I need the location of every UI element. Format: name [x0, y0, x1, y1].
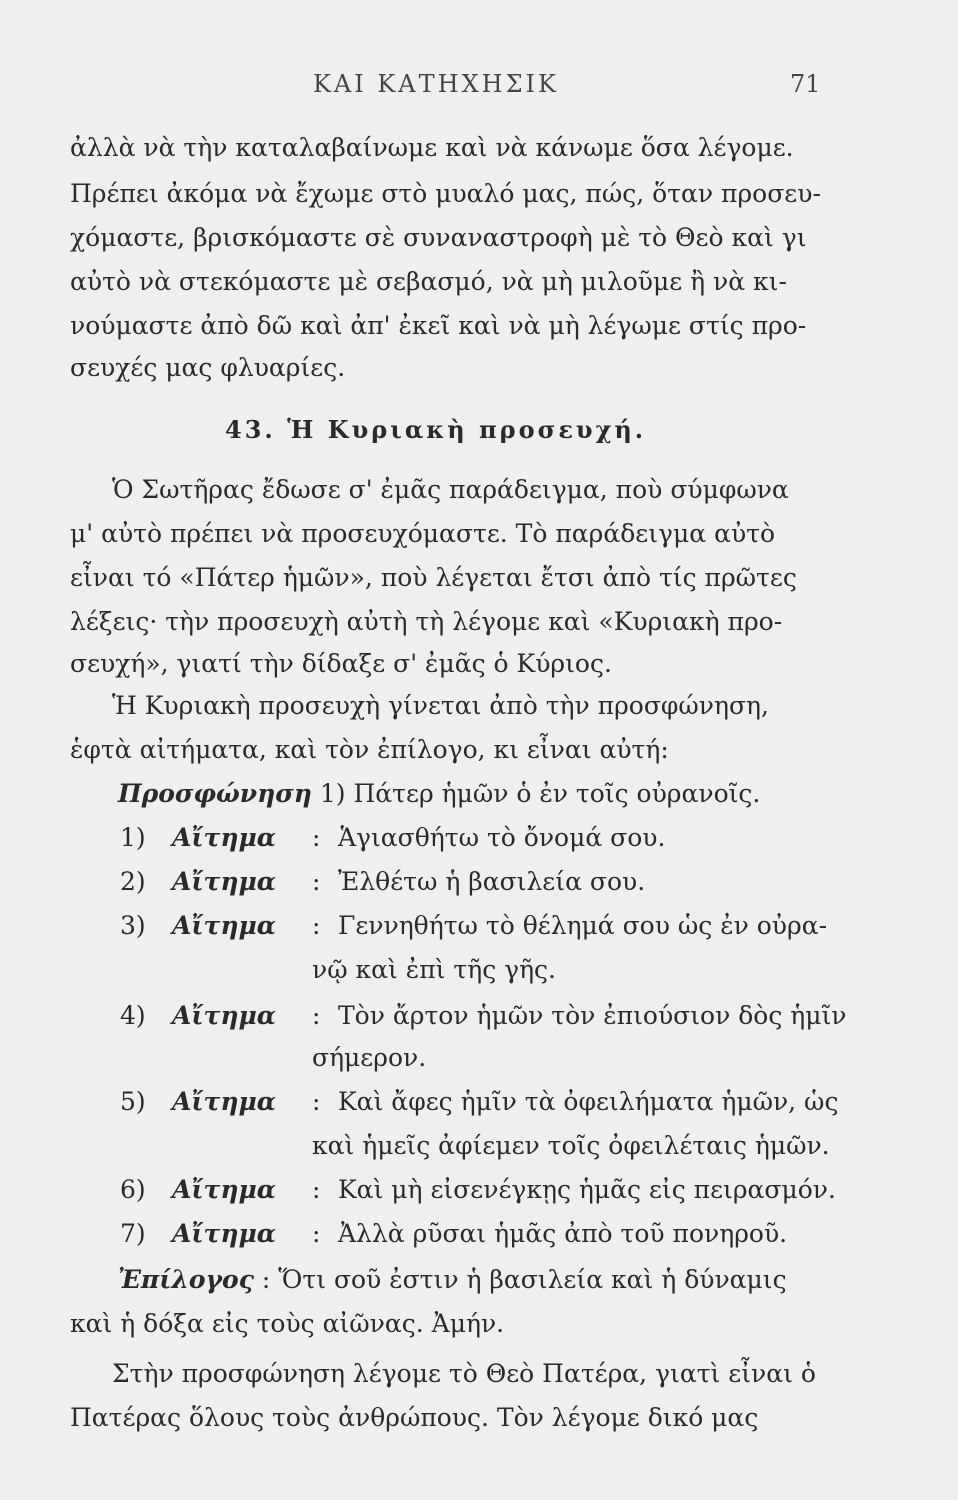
epilogue-continuation: καὶ ἡ δόξα εἰς τοὺς αἰῶνας. Ἀμήν. — [70, 1309, 505, 1338]
body-line: μ' αὐτὸ πρέπει νὰ προσευχόμαστε. Τὸ παράδειγμα αὐτὸ — [70, 519, 776, 548]
petition-continuation: καὶ ἡμεῖς ἀφίεμεν τοῖς ὀφειλέταις ἡμῶν. — [312, 1131, 830, 1160]
petition-number: 3) — [120, 911, 146, 940]
intro-line: χόμαστε, βρισκόμαστε σὲ συναναστροφὴ μὲ τὸ Θεὸ καὶ γι — [70, 223, 807, 252]
petition-label: Αἴτημα — [172, 1219, 277, 1248]
address-text: 1) Πάτερ ἡμῶν ὁ ἐν τοῖς οὐρανοῖς. — [319, 779, 761, 808]
petition-row: 4) Αἴτημα : Τὸν ἄρτον ἡμῶν τὸν ἐπιούσιον δὸς ἡμῖν — [120, 994, 840, 1038]
petition-text: Γεννηθήτω τὸ θέλημά σου ὡς ἐν οὐρα- — [338, 911, 828, 940]
petition-text: Ἐλθέτω ἡ βασιλεία σου. — [338, 867, 646, 896]
petition-text: Καὶ ἄφες ἡμῖν τὰ ὀφειλήματα ἡμῶν, ὡς — [338, 1087, 839, 1116]
page-number: 71 — [790, 70, 821, 98]
petition-label: Αἴτημα — [172, 1087, 277, 1116]
intro-line: Πρέπει ἀκόμα νὰ ἔχωμε στὸ μυαλό μας, πώς, ὅταν προσευ- — [70, 179, 821, 208]
petition-continuation: νῷ καὶ ἐπὶ τῆς γῆς. — [312, 955, 557, 984]
epilogue-text: Ὅτι σοῦ ἐστιν ἡ βασιλεία καὶ ἡ δύναμις — [278, 1265, 787, 1294]
address-line — [118, 772, 878, 816]
petition-number: 1) — [120, 823, 146, 852]
body-line: ἑφτὰ αἰτήματα, καὶ τὸν ἐπίλογο, κι εἶναι αὐτή: — [70, 735, 669, 764]
petition-number: 2) — [120, 867, 146, 896]
petition-number: 5) — [120, 1087, 146, 1116]
petition-number: 6) — [120, 1175, 146, 1204]
petition-row: 5) Αἴτημα : Καὶ ἄφες ἡμῖν τὰ ὀφειλήματα ἡμῶν, ὡς — [120, 1080, 840, 1124]
body-line: Ὁ Σωτῆρας ἔδωσε σ' ἐμᾶς παράδειγμα, ποὺ σύμφωνα — [112, 475, 789, 504]
petition-text: Ἁγιασθήτω τὸ ὄνομά σου. — [338, 823, 666, 852]
epilogue-line: Ἐπίλογος : Ὅτι σοῦ ἐστιν ἡ βασιλεία καὶ ἡ δύναμις — [118, 1265, 787, 1294]
intro-line: σευχές μας φλυαρίες. — [70, 353, 346, 382]
petition-row: 2) Αἴτημα : Ἐλθέτω ἡ βασιλεία σου. — [120, 860, 840, 904]
petition-row: 1) Αἴτημα : Ἁγιασθήτω τὸ ὄνομά σου. — [120, 816, 840, 860]
petition-label: Αἴτημα — [172, 1175, 277, 1204]
petition-label: Αἴτημα — [172, 867, 277, 896]
section-title: Ἡ Κυριακὴ προσευχή. — [287, 415, 647, 444]
closing-line: Στὴν προσφώνηση λέγομε τὸ Θεὸ Πατέρα, γιατὶ εἶναι ὁ — [112, 1359, 816, 1388]
body-line: σευχή», γιατί τὴν δίδαξε σ' ἐμᾶς ὁ Κύριος. — [70, 649, 612, 678]
body-line: Ἡ Κυριακὴ προσευχὴ γίνεται ἀπὸ τὴν προσφώνηση, — [112, 691, 769, 720]
address-label: Προσφώνηση — [118, 779, 312, 808]
intro-line: νούμαστε ἀπὸ δῶ καὶ ἀπ' ἐκεῖ καὶ νὰ μὴ λέγωμε στίς προ- — [70, 311, 807, 340]
petition-number: 4) — [120, 1001, 146, 1030]
intro-line: αὐτὸ νὰ στεκόμαστε μὲ σεβασμό, νὰ μὴ μιλοῦμε ἢ νὰ κι- — [70, 267, 787, 296]
petition-text: Καὶ μὴ εἰσενέγκῃς ἡμᾶς εἰς πειρασμόν. — [338, 1175, 836, 1204]
petition-label: Αἴτημα — [172, 1001, 277, 1030]
section-heading — [225, 408, 958, 452]
petition-label: Αἴτημα — [172, 911, 277, 940]
epilogue-label: Ἐπίλογος — [118, 1265, 254, 1294]
petition-row: 6) Αἴτημα : Καὶ μὴ εἰσενέγκῃς ἡμᾶς εἰς πειρασμόν. — [120, 1168, 840, 1212]
petition-continuation: σήμερον. — [312, 1043, 427, 1072]
petition-row: 7) Αἴτημα : Ἀλλὰ ρῦσαι ἡμᾶς ἀπὸ τοῦ πονηροῦ. — [120, 1212, 840, 1256]
body-line: εἶναι τό «Πάτερ ἡμῶν», ποὺ λέγεται ἔτσι ἀπὸ τίς πρῶτες — [70, 563, 797, 592]
section-number: 43. — [225, 415, 276, 444]
petition-text: Τὸν ἄρτον ἡμῶν τὸν ἐπιούσιον δὸς ἡμῖν — [338, 1001, 847, 1030]
intro-line: ἀλλὰ νὰ τὴν καταλαβαίνωμε καὶ νὰ κάνωμε ὅσα λέγομε. — [70, 133, 794, 162]
body-line: λέξεις· τὴν προσευχὴ αὐτὴ τὴ λέγομε καὶ «Κυριακὴ προ- — [70, 607, 783, 636]
petition-text: Ἀλλὰ ρῦσαι ἡμᾶς ἀπὸ τοῦ πονηροῦ. — [338, 1219, 788, 1248]
page-header — [0, 70, 958, 110]
closing-line: Πατέρας ὅλους τοὺς ἀνθρώπους. Τὸν λέγομε δικό μας — [70, 1403, 759, 1432]
petition-number: 7) — [120, 1219, 146, 1248]
running-title: ΚΑΙ ΚΑΤΗΧΗΣΙΚ — [313, 70, 559, 98]
petition-label: Αἴτημα — [172, 823, 277, 852]
petition-row: 3) Αἴτημα : Γεννηθήτω τὸ θέλημά σου ὡς ἐν οὐρα- — [120, 904, 840, 948]
